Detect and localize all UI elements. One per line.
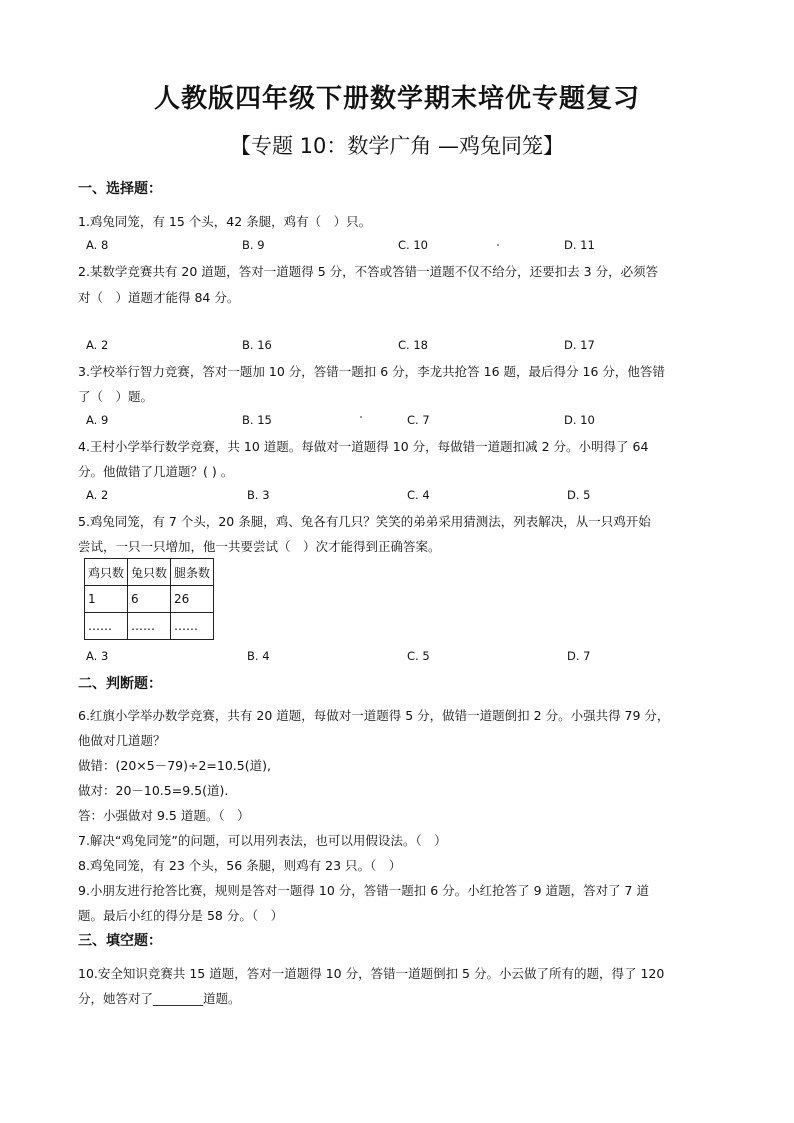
q4-option-b: B. 3 [247, 488, 270, 502]
question-6-line-1: 6.红旗小学举办数学竞赛，共有 20 道题，每做对一道题得 5 分，做错一道题倒扣 2 分。小强共得 79 分， [78, 708, 670, 723]
q2-option-c: C. 18 [398, 338, 428, 352]
table-row [85, 586, 214, 613]
question-6-line-2: 他做对几道题？ [78, 733, 166, 748]
question-2-line-1: 2.某数学竞赛共有 20 道题，答对一道题得 5 分，不答或答错一道题不仅不给分，还要扣去 3 分，必须答 [78, 264, 659, 279]
question-6-line-5: 答：小强做对 9.5 道题。（ ） [78, 808, 250, 823]
question-8-text: 8.鸡兔同笼，有 23 个头，56 条腿，则鸡有 23 只。（ ） [78, 858, 402, 873]
table-header-cell: 鸡只数 [85, 559, 128, 586]
q3-option-c: C. 7 [407, 413, 430, 427]
q1-option-d: D. 11 [564, 238, 595, 252]
table-cell: 1 [85, 586, 128, 613]
question-5-line-1: 5.鸡兔同笼，有 7 个头，20 条腿，鸡、兔各有几只？笑笑的弟弟采用猜测法，列表解决，从一只鸡开始 [78, 514, 651, 529]
question-5-line-2: 尝试，一只一只增加，他一共要尝试（ ）次才能得到正确答案。 [78, 539, 441, 554]
question-1-text: 1.鸡兔同笼，有 15 个头，42 条腿，鸡有（ ）只。 [78, 214, 372, 229]
q3-option-b: B. 15 [242, 413, 272, 427]
question-4-line-2: 分。他做错了几道题？( ) 。 [78, 464, 234, 479]
section-heading-fill: 三、填空题： [78, 933, 162, 949]
q1-option-c: C. 10 [398, 238, 428, 252]
question-4-line-1: 4.王村小学举行数学竞赛，共 10 道题。每做对一道题得 10 分，每做错一道题扣减 2 分。小明得了 64 [78, 439, 649, 454]
question-10-line-2: 分，她答对了________道题。 [78, 991, 241, 1006]
table-cell: 26 [171, 586, 214, 613]
q3-option-a: A. 9 [86, 413, 109, 427]
stray-dot [360, 416, 362, 418]
guess-table [84, 558, 214, 640]
table-row [85, 613, 214, 640]
question-10-line-1: 10.安全知识竞赛共 15 道题，答对一道题得 10 分，答错一道题倒扣 5 分。小云做了所有的题，得了 120 [78, 966, 665, 981]
table-cell: …… [171, 613, 214, 640]
page-title: 人教版四年级下册数学期末培优专题复习 [153, 84, 640, 114]
q2-option-b: B. 16 [242, 338, 272, 352]
q1-option-a: A. 8 [86, 238, 109, 252]
q2-option-d: D. 17 [564, 338, 595, 352]
question-3-line-2: 了（ ）题。 [78, 389, 154, 404]
section-heading-choice: 一、选择题： [78, 181, 162, 197]
table-header-cell: 兔只数 [128, 559, 171, 586]
q2-option-a: A. 2 [86, 338, 109, 352]
table-header-row [85, 559, 214, 586]
q5-option-c: C. 5 [407, 649, 430, 663]
q4-option-a: A. 2 [86, 488, 109, 502]
q5-option-d: D. 7 [567, 649, 591, 663]
stray-dot [497, 244, 499, 246]
q4-option-c: C. 4 [407, 488, 430, 502]
table-cell: …… [128, 613, 171, 640]
q5-option-b: B. 4 [247, 649, 270, 663]
question-6-line-3: 做错：(20×5－79)÷2=10.5(道), [78, 758, 271, 773]
q3-option-d: D. 10 [564, 413, 595, 427]
q1-option-b: B. 9 [242, 238, 265, 252]
q5-option-a: A. 3 [86, 649, 109, 663]
page-subtitle: 【专题 10：数学广角 —鸡兔同笼】 [229, 134, 565, 158]
question-9-line-2: 题。最后小红的得分是 58 分。（ ） [78, 908, 284, 923]
question-6-line-4: 做对：20－10.5=9.5(道). [78, 783, 229, 798]
table-cell: …… [85, 613, 128, 640]
section-heading-judge: 二、判断题： [78, 676, 162, 692]
question-2-line-2: 对（ ）道题才能得 84 分。 [78, 290, 240, 305]
question-7-text: 7.解决“鸡兔同笼”的问题，可以用列表法，也可以用假设法。（ ） [78, 833, 447, 848]
table-header-cell: 腿条数 [171, 559, 214, 586]
table-cell: 6 [128, 586, 171, 613]
question-9-line-1: 9.小朋友进行抢答比赛，规则是答对一题得 10 分，答错一题扣 6 分。小红抢答了 9 道题，答对了 7 道 [78, 883, 649, 898]
question-3-line-1: 3.学校举行智力竞赛，答对一题加 10 分，答错一题扣 6 分，李龙共抢答 16 题，最后得分 16 分，他答错 [78, 364, 665, 379]
q4-option-d: D. 5 [567, 488, 591, 502]
